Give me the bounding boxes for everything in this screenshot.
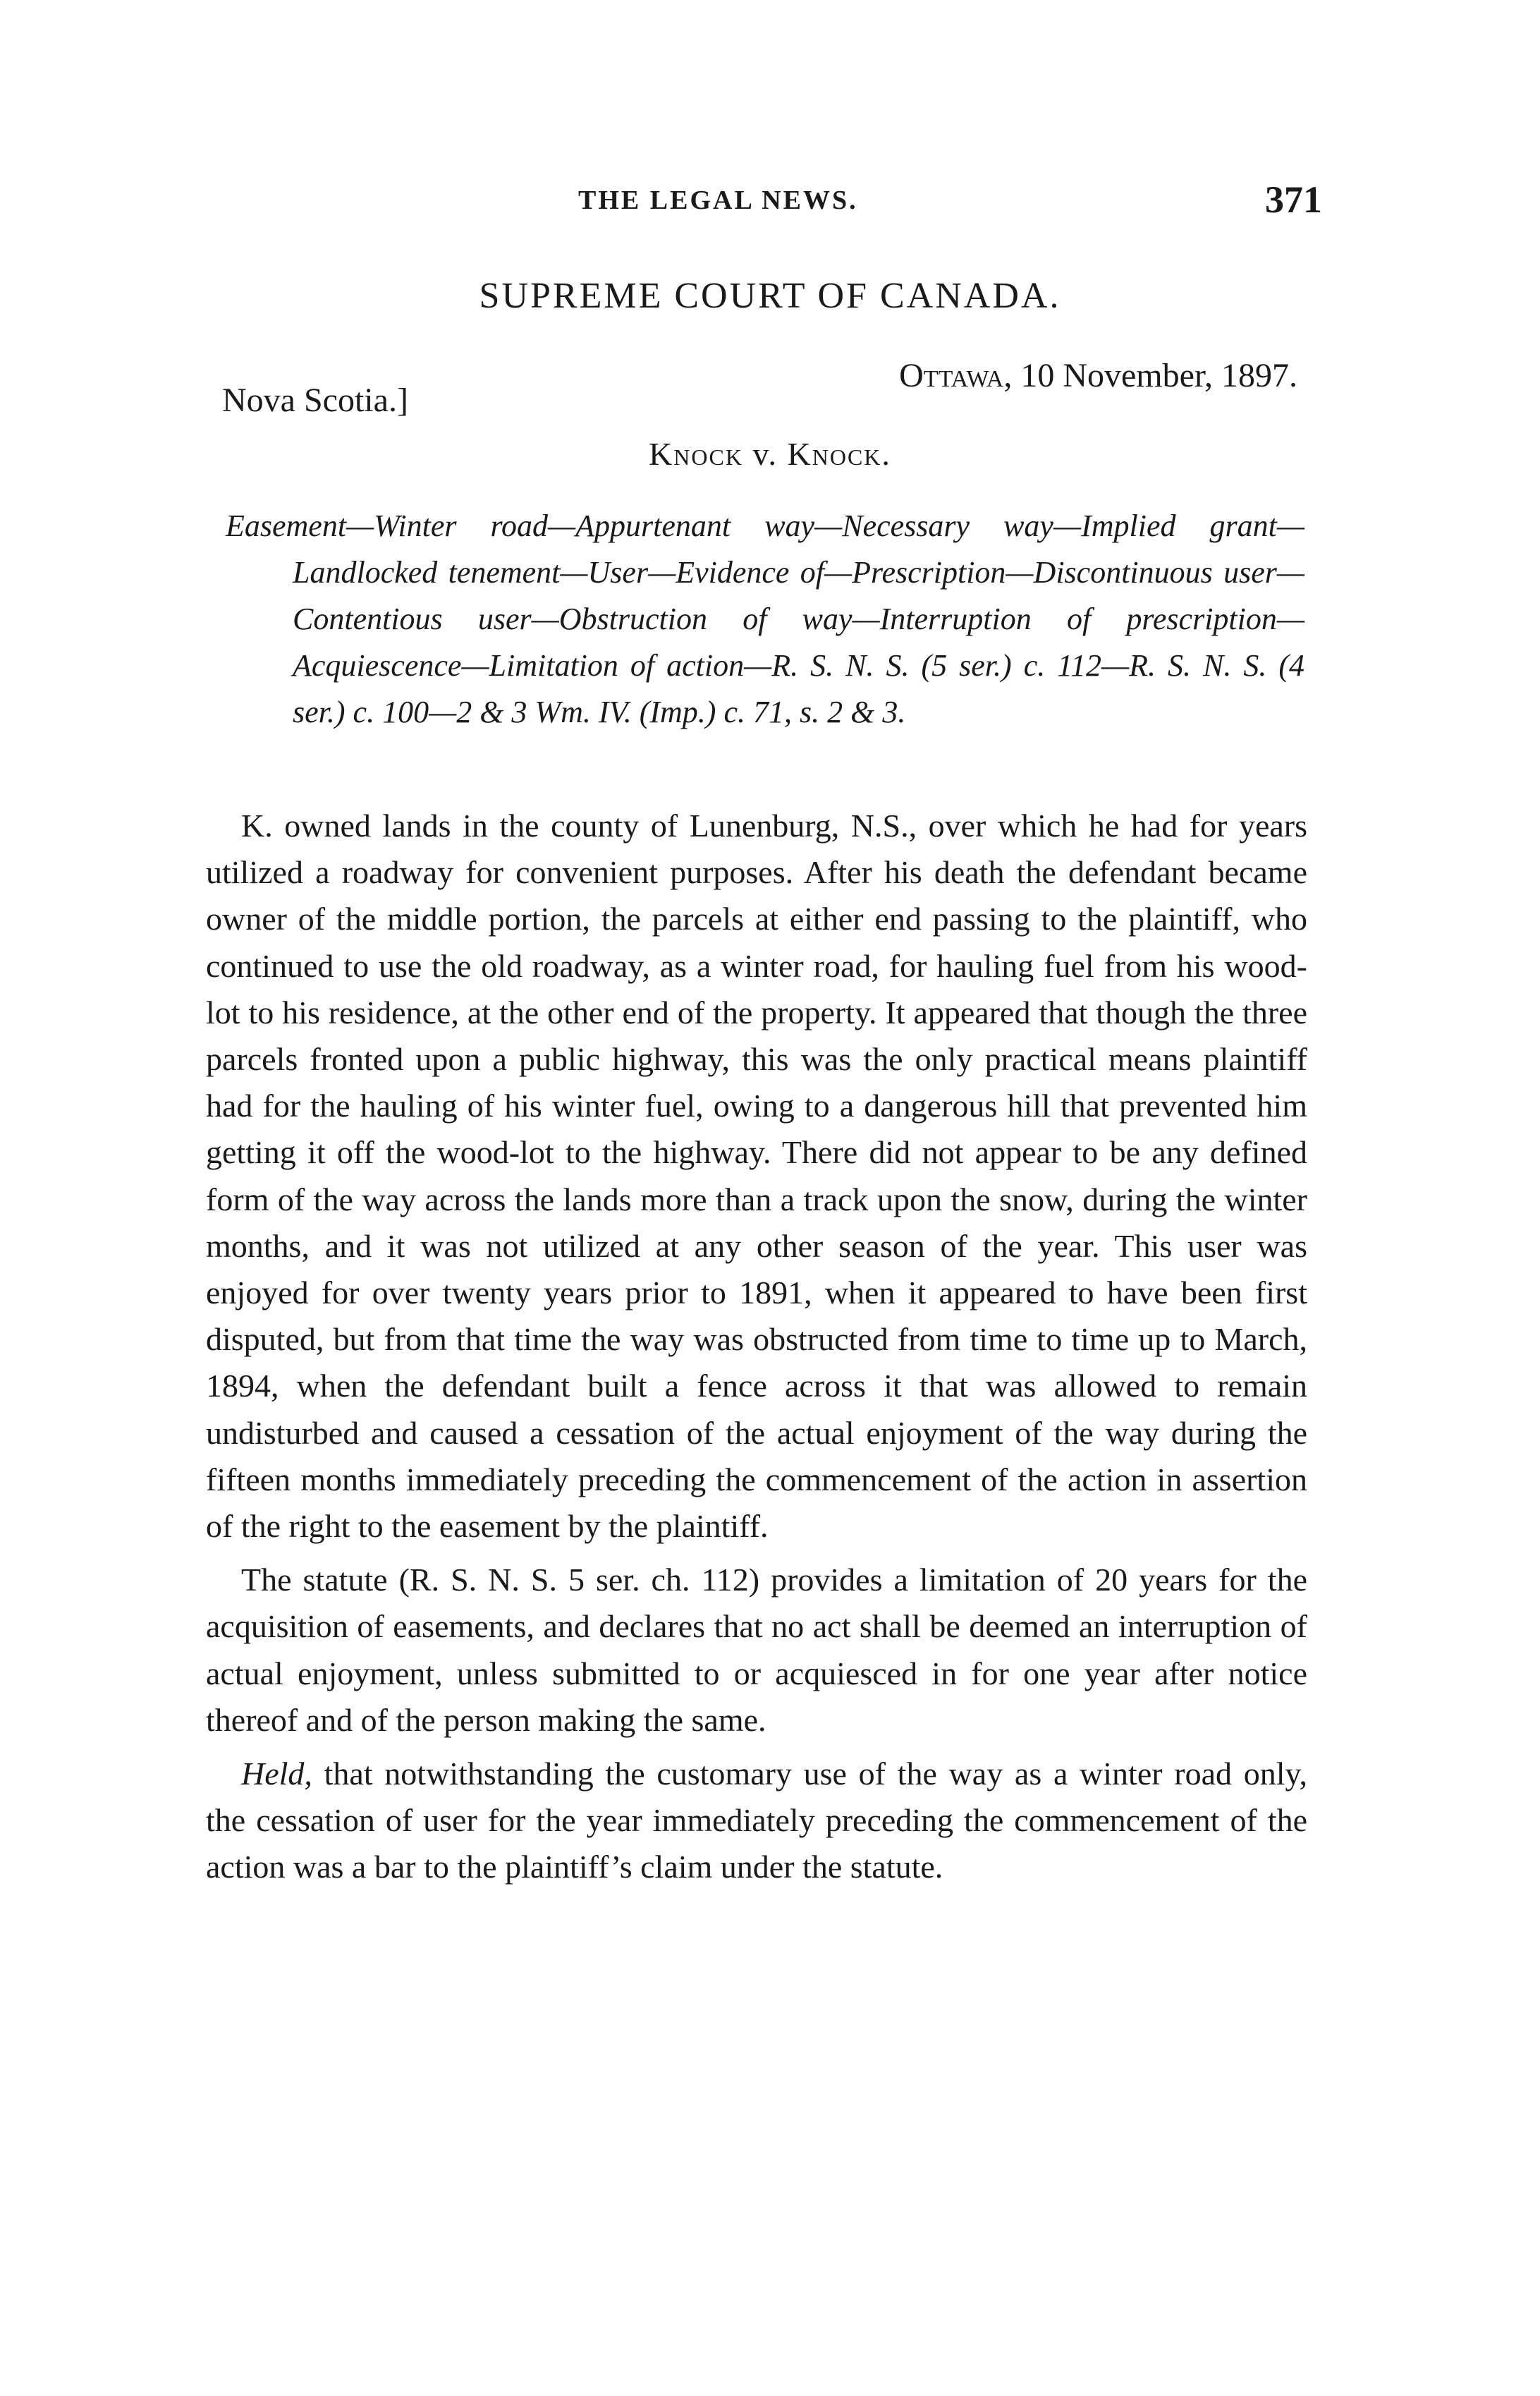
- held-text: that notwithstanding the customary use of the way as a winter road only, the cessation of user for the year immediately preceding the commencement of the action was a bar to the plaintiff’s claim under the statute.: [206, 1756, 1307, 1885]
- case-defendant: Knock.: [787, 436, 891, 472]
- court-title: SUPREME COURT OF CANADA.: [479, 276, 1061, 316]
- body-paragraph-facts: K. owned lands in the county of Lunenburg, N.S., over which he had for years utilized a roadway for convenient purposes. After his death the defendant became owner of the middle portion, the parcels at either end passing to the plaintiff, who continued to use the old roadway, as a winter road, for hauling fuel from his wood-lot to his residence, at the other end of the property. It appeared that though the three parcels fronted upon a public highway, this was the only practical means plaintiff had for the hauling of his winter fuel, owing to a dangerous hill that prevented him getting it off the wood-lot to the highway. There did not appear to be any defined form of the way across the lands more than a track upon the snow, during the winter months, and it was not utilized at any other season of the year. This user was enjoyed for over twenty years prior to 1891, when it appeared to have been first disputed, but from that time the way was obstructed from time to time up to March, 1894, when the defendant built a fence across it that was allowed to remain undisturbed and caused a cessation of the actual enjoyment of the way during the fifteen months immediately preceding the commencement of the action in assertion of the right to the easement by the plaintiff.: [206, 808, 1307, 1545]
- dateline: [899, 356, 1297, 395]
- body-paragraph-held: [206, 1751, 1307, 1891]
- page-header: [208, 178, 1322, 238]
- dateline-city: Ottawa,: [899, 357, 1013, 394]
- case-plaintiff: Knock: [649, 436, 743, 472]
- running-head: THE LEGAL NEWS.: [578, 186, 858, 215]
- court-location: Nova Scotia.]: [222, 382, 408, 419]
- headnote: Easement—Winter road—Appurtenant way—Necessary way—Implied grant—Landlocked tenement—User—Evidence of—Prescription—Discontinuous user—Contentious user—Obstruction of way—Interruption of prescription—Acquiescence—Limitation of action—R. S. N. S. (5 ser.) c. 112—R. S. N. S. (4 ser.) c. 100—2 & 3 Wm. IV. (Imp.) c. 71, s. 2 & 3.: [226, 509, 1304, 729]
- case-name: [0, 435, 1540, 473]
- case-versus: v.: [752, 436, 778, 472]
- dateline-date: 10 November, 1897.: [1020, 357, 1297, 394]
- page-number: 371: [1265, 178, 1322, 221]
- body-text: [206, 803, 1307, 1898]
- body-paragraph-statute: The statute (R. S. N. S. 5 ser. ch. 112) provides a limitation of 20 years for the acquisition of easements, and declares that no act shall be deemed an interruption of actual enjoyment, unless submitted to or acquiesced in for one year after notice thereof and of the person making the same.: [206, 1562, 1307, 1738]
- held-label: Held,: [241, 1756, 312, 1792]
